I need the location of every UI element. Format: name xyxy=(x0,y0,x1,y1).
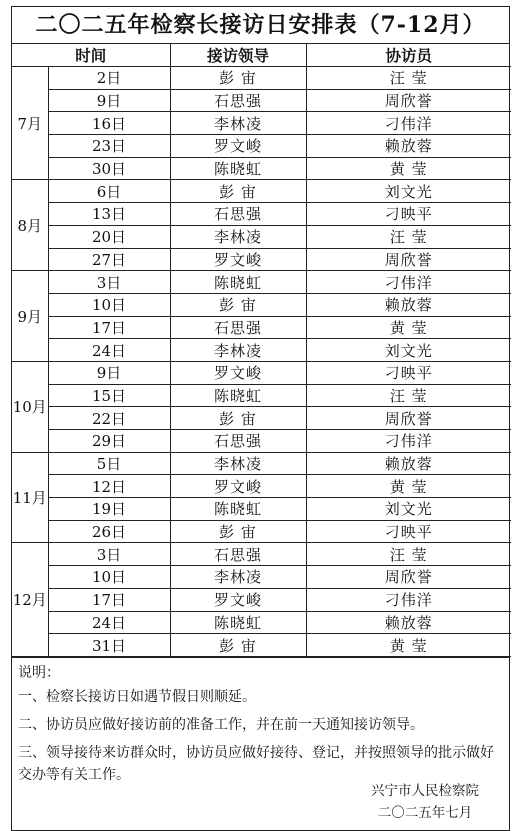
table-row xyxy=(12,316,511,339)
day-cell: 23日 xyxy=(48,135,170,158)
day-cell: 31日 xyxy=(48,634,170,657)
table-row xyxy=(12,225,511,248)
table-row xyxy=(12,566,511,589)
leader-cell: 李林凌 xyxy=(170,566,306,589)
assistant-cell: 黄 莹 xyxy=(306,157,511,180)
schedule-body xyxy=(12,67,511,657)
leader-cell: 李林凌 xyxy=(170,339,306,362)
header-assistant: 协访员 xyxy=(306,44,511,67)
assistant-cell: 汪 莹 xyxy=(306,225,511,248)
table-row xyxy=(12,135,511,158)
leader-cell: 李林凌 xyxy=(170,225,306,248)
day-cell: 10日 xyxy=(48,566,170,589)
leader-cell: 石思强 xyxy=(170,203,306,226)
assistant-cell: 刁映平 xyxy=(306,361,511,384)
day-cell: 26日 xyxy=(48,520,170,543)
assistant-cell: 赖放蓉 xyxy=(306,611,511,634)
leader-cell: 石思强 xyxy=(170,89,306,112)
day-cell: 9日 xyxy=(48,361,170,384)
day-cell: 2日 xyxy=(48,67,170,90)
table-row xyxy=(12,520,511,543)
leader-cell: 石思强 xyxy=(170,543,306,566)
table-row xyxy=(12,498,511,521)
leader-cell: 李林凌 xyxy=(170,112,306,135)
document-title: 二〇二五年检察长接访日安排表（7-12月） xyxy=(12,7,509,44)
table-row xyxy=(12,180,511,203)
note-item-2: 二、协访员应做好接访前的准备工作，并在前一天通知接访领导。 xyxy=(18,716,424,733)
notes-section xyxy=(12,657,509,830)
day-cell: 16日 xyxy=(48,112,170,135)
day-cell: 3日 xyxy=(48,543,170,566)
header-time: 时间 xyxy=(12,44,170,67)
table-row xyxy=(12,475,511,498)
table-row xyxy=(12,89,511,112)
assistant-cell: 周欣誉 xyxy=(306,89,511,112)
leader-cell: 李林凌 xyxy=(170,452,306,475)
table-row xyxy=(12,293,511,316)
table-row xyxy=(12,384,511,407)
leader-cell: 石思强 xyxy=(170,316,306,339)
assistant-cell: 刁伟洋 xyxy=(306,430,511,453)
assistant-cell: 刘文光 xyxy=(306,498,511,521)
leader-cell: 罗文峻 xyxy=(170,475,306,498)
assistant-cell: 汪 莹 xyxy=(306,67,511,90)
assistant-cell: 赖放蓉 xyxy=(306,293,511,316)
assistant-cell: 黄 莹 xyxy=(306,475,511,498)
assistant-cell: 刁伟洋 xyxy=(306,112,511,135)
leader-cell: 彭 宙 xyxy=(170,520,306,543)
table-row xyxy=(12,361,511,384)
month-cell: 10月 xyxy=(12,361,48,452)
signature-block xyxy=(371,780,479,824)
table-row xyxy=(12,67,511,90)
assistant-cell: 赖放蓉 xyxy=(306,135,511,158)
table-row xyxy=(12,248,511,271)
month-cell: 12月 xyxy=(12,543,48,656)
leader-cell: 罗文峻 xyxy=(170,135,306,158)
leader-cell: 彭 宙 xyxy=(170,180,306,203)
assistant-cell: 赖放蓉 xyxy=(306,452,511,475)
signature-org: 兴宁市人民检察院 xyxy=(371,782,479,799)
day-cell: 27日 xyxy=(48,248,170,271)
assistant-cell: 刁伟洋 xyxy=(306,588,511,611)
day-cell: 22日 xyxy=(48,407,170,430)
table-row xyxy=(12,157,511,180)
day-cell: 19日 xyxy=(48,498,170,521)
leader-cell: 罗文峻 xyxy=(170,248,306,271)
assistant-cell: 周欣誉 xyxy=(306,407,511,430)
day-cell: 20日 xyxy=(48,225,170,248)
day-cell: 29日 xyxy=(48,430,170,453)
assistant-cell: 刘文光 xyxy=(306,339,511,362)
assistant-cell: 刁伟洋 xyxy=(306,271,511,294)
leader-cell: 石思强 xyxy=(170,430,306,453)
leader-cell: 彭 宙 xyxy=(170,293,306,316)
day-cell: 5日 xyxy=(48,452,170,475)
day-cell: 17日 xyxy=(48,316,170,339)
note-item-1: 一、检察长接访日如遇节假日则顺延。 xyxy=(18,688,256,705)
table-row xyxy=(12,407,511,430)
signature-date: 二〇二五年七月 xyxy=(377,804,473,821)
table-row xyxy=(12,430,511,453)
table-row xyxy=(12,339,511,362)
leader-cell: 陈晓虹 xyxy=(170,271,306,294)
month-cell: 9月 xyxy=(12,271,48,362)
day-cell: 15日 xyxy=(48,384,170,407)
leader-cell: 彭 宙 xyxy=(170,407,306,430)
month-cell: 11月 xyxy=(12,452,48,543)
leader-cell: 彭 宙 xyxy=(170,67,306,90)
table-row xyxy=(12,271,511,294)
table-row xyxy=(12,112,511,135)
leader-cell: 罗文峻 xyxy=(170,361,306,384)
month-cell: 7月 xyxy=(12,67,48,180)
leader-cell: 陈晓虹 xyxy=(170,384,306,407)
table-row xyxy=(12,588,511,611)
day-cell: 12日 xyxy=(48,475,170,498)
leader-cell: 罗文峻 xyxy=(170,588,306,611)
table-row xyxy=(12,452,511,475)
day-cell: 24日 xyxy=(48,339,170,362)
assistant-cell: 周欣誉 xyxy=(306,248,511,271)
leader-cell: 彭 宙 xyxy=(170,634,306,657)
day-cell: 17日 xyxy=(48,588,170,611)
schedule-table xyxy=(12,44,511,657)
day-cell: 9日 xyxy=(48,89,170,112)
assistant-cell: 黄 莹 xyxy=(306,634,511,657)
day-cell: 6日 xyxy=(48,180,170,203)
assistant-cell: 黄 莹 xyxy=(306,316,511,339)
day-cell: 13日 xyxy=(48,203,170,226)
table-header-row xyxy=(12,44,511,67)
table-row xyxy=(12,611,511,634)
assistant-cell: 刘文光 xyxy=(306,180,511,203)
day-cell: 30日 xyxy=(48,157,170,180)
day-cell: 10日 xyxy=(48,293,170,316)
table-row xyxy=(12,203,511,226)
header-leader: 接访领导 xyxy=(170,44,306,67)
month-cell: 8月 xyxy=(12,180,48,271)
note-item-3: 三、领导接待来访群众时，协访员应做好接待、登记，并按照领导的批示做好交办等有关工作。 xyxy=(18,744,494,783)
notes-heading: 说明： xyxy=(18,664,60,681)
assistant-cell: 周欣誉 xyxy=(306,566,511,589)
leader-cell: 陈晓虹 xyxy=(170,157,306,180)
table-row xyxy=(12,543,511,566)
schedule-document xyxy=(11,6,510,831)
assistant-cell: 刁映平 xyxy=(306,520,511,543)
assistant-cell: 刁映平 xyxy=(306,203,511,226)
assistant-cell: 汪 莹 xyxy=(306,384,511,407)
day-cell: 3日 xyxy=(48,271,170,294)
assistant-cell: 汪 莹 xyxy=(306,543,511,566)
leader-cell: 陈晓虹 xyxy=(170,498,306,521)
table-row xyxy=(12,634,511,657)
leader-cell: 陈晓虹 xyxy=(170,611,306,634)
day-cell: 24日 xyxy=(48,611,170,634)
